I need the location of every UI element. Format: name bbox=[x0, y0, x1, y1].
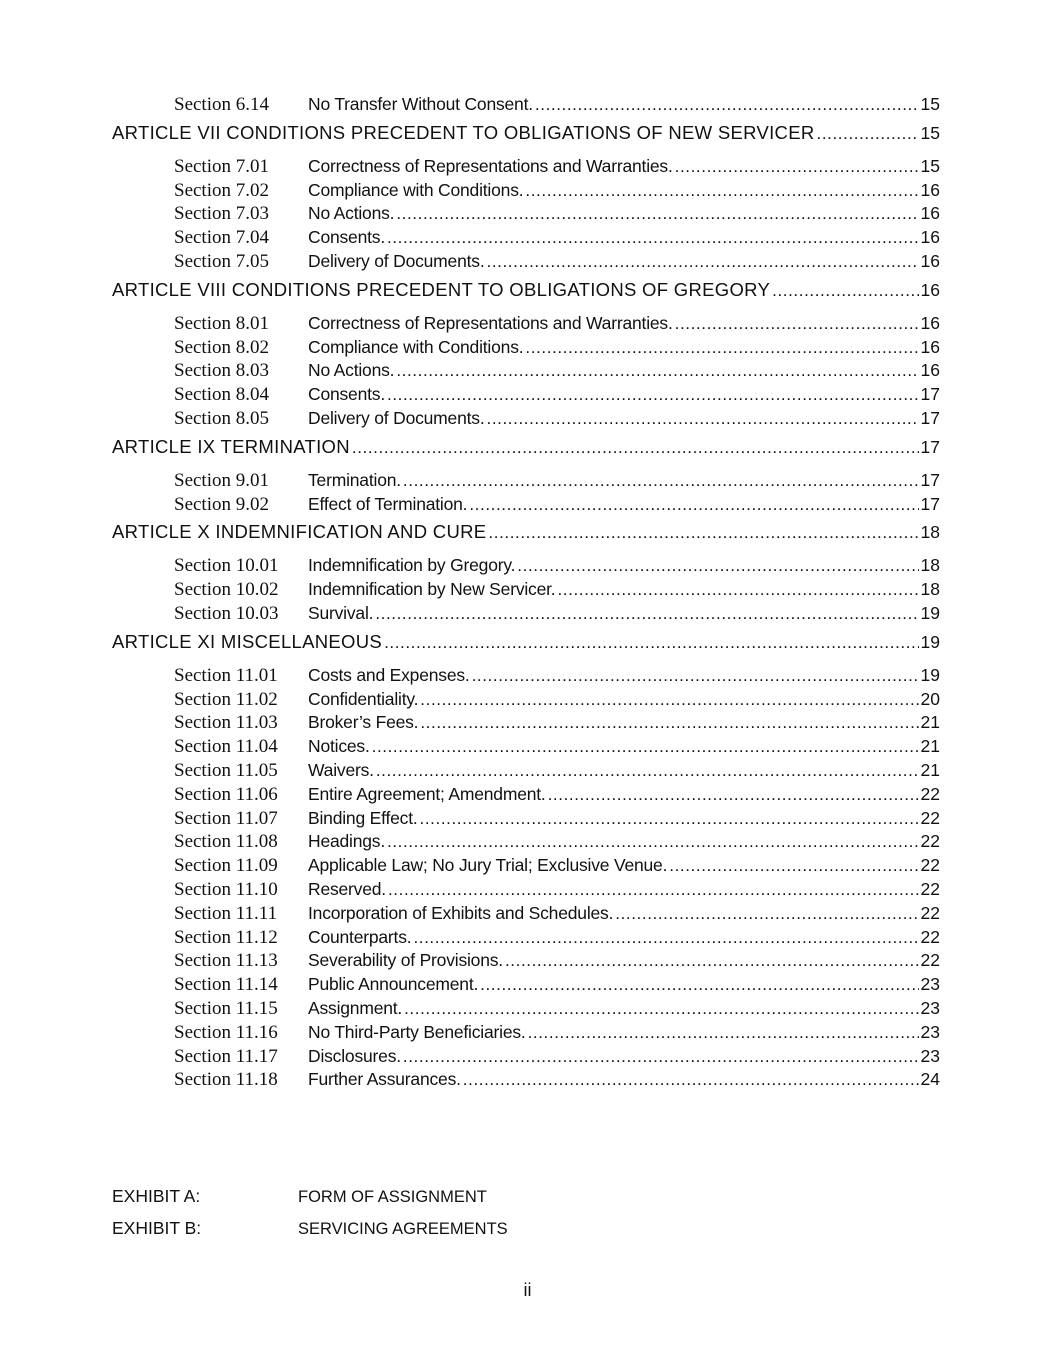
dot-leader bbox=[372, 737, 919, 757]
section-page-number: 18 bbox=[920, 555, 940, 576]
exhibit-row bbox=[112, 1218, 508, 1250]
section-number: Section 11.04 bbox=[174, 736, 278, 758]
section-number: Section 11.18 bbox=[174, 1069, 278, 1091]
toc-section-row bbox=[112, 94, 940, 118]
section-page-number: 23 bbox=[920, 1021, 940, 1042]
section-page-number: 16 bbox=[920, 336, 940, 357]
dot-leader bbox=[396, 361, 918, 381]
section-page-number: 16 bbox=[920, 250, 940, 271]
dot-leader bbox=[675, 157, 919, 177]
section-title: Entire Agreement; Amendment. bbox=[308, 783, 546, 804]
dot-leader bbox=[480, 975, 918, 995]
dot-leader bbox=[487, 409, 919, 429]
section-title: Survival. bbox=[308, 602, 374, 623]
section-number: Section 11.17 bbox=[174, 1045, 278, 1067]
section-number: Section 11.08 bbox=[174, 831, 278, 853]
section-title: Indemnification by Gregory. bbox=[308, 555, 516, 576]
article-title: ARTICLE X INDEMNIFICATION AND CURE bbox=[112, 521, 487, 543]
section-title: Effect of Termination. bbox=[308, 493, 468, 514]
toc-section-row bbox=[112, 579, 940, 603]
section-title: No Third-Party Beneficiaries. bbox=[308, 1021, 526, 1042]
section-page-number: 19 bbox=[920, 664, 940, 685]
dot-leader bbox=[403, 1047, 919, 1067]
toc-section-row bbox=[112, 712, 940, 736]
section-title: Severability of Provisions. bbox=[308, 950, 503, 971]
section-number: Section 8.02 bbox=[174, 336, 269, 358]
section-number: Section 11.01 bbox=[174, 664, 278, 686]
dot-leader bbox=[403, 471, 919, 491]
section-number: Section 10.03 bbox=[174, 602, 279, 624]
toc-section-row bbox=[112, 156, 940, 180]
toc-article-row bbox=[112, 275, 940, 313]
toc-section-row bbox=[112, 784, 940, 808]
toc-section-row bbox=[112, 470, 940, 494]
section-page-number: 16 bbox=[920, 203, 940, 224]
section-number: Section 11.14 bbox=[174, 974, 278, 996]
exhibit-label: EXHIBIT A: bbox=[112, 1186, 201, 1206]
dot-leader bbox=[469, 495, 918, 515]
dot-leader bbox=[817, 124, 919, 144]
toc-article-row bbox=[112, 517, 940, 555]
section-number: Section 10.02 bbox=[174, 579, 279, 601]
section-number: Section 8.01 bbox=[174, 312, 269, 334]
section-page-number: 22 bbox=[920, 950, 940, 971]
section-title: No Transfer Without Consent. bbox=[308, 94, 533, 114]
section-title: Broker’s Fees. bbox=[308, 712, 419, 733]
dot-leader bbox=[352, 438, 919, 458]
section-number: Section 8.05 bbox=[174, 407, 269, 429]
section-page-number: 24 bbox=[920, 1069, 940, 1090]
section-number: Section 9.02 bbox=[174, 493, 269, 515]
dot-leader bbox=[396, 204, 918, 224]
dot-leader bbox=[420, 713, 918, 733]
section-number: Section 7.02 bbox=[174, 179, 269, 201]
exhibit-row bbox=[112, 1186, 508, 1218]
section-number: Section 10.01 bbox=[174, 555, 279, 577]
section-number: Section 11.06 bbox=[174, 783, 278, 805]
section-number: Section 7.03 bbox=[174, 203, 269, 225]
section-page-number: 17 bbox=[920, 384, 940, 405]
dot-leader bbox=[525, 338, 918, 358]
section-page-number: 22 bbox=[920, 855, 940, 876]
section-number: Section 11.11 bbox=[174, 902, 278, 924]
article-page-number: 19 bbox=[920, 631, 940, 652]
exhibit-list bbox=[112, 1186, 508, 1250]
section-page-number: 16 bbox=[920, 227, 940, 248]
dot-leader bbox=[669, 856, 918, 876]
toc-section-row bbox=[112, 555, 940, 579]
section-title: Consents. bbox=[308, 384, 385, 405]
section-title: Compliance with Conditions. bbox=[308, 336, 524, 357]
toc-section-row bbox=[112, 180, 940, 204]
dot-leader bbox=[388, 880, 919, 900]
dot-leader bbox=[772, 281, 918, 301]
section-title: Reserved. bbox=[308, 878, 386, 899]
section-number: Section 11.05 bbox=[174, 759, 278, 781]
toc-section-row bbox=[112, 831, 940, 855]
section-page-number: 23 bbox=[920, 1045, 940, 1066]
article-title: ARTICLE XI MISCELLANEOUS bbox=[112, 630, 383, 652]
section-number: Section 8.03 bbox=[174, 360, 269, 382]
section-title: Waivers. bbox=[308, 759, 374, 780]
section-number: Section 6.14 bbox=[174, 94, 269, 115]
dot-leader bbox=[675, 314, 919, 334]
section-number: Section 11.12 bbox=[174, 926, 278, 948]
section-title: Counterparts. bbox=[308, 926, 412, 947]
section-title: Confidentiality. bbox=[308, 688, 419, 709]
toc-section-row bbox=[112, 879, 940, 903]
dot-leader bbox=[463, 1070, 919, 1090]
dot-leader bbox=[517, 556, 918, 576]
dot-leader bbox=[487, 252, 919, 272]
article-page-number: 15 bbox=[920, 122, 940, 143]
toc-section-row bbox=[112, 927, 940, 951]
toc-section-row bbox=[112, 313, 940, 337]
toc-section-row bbox=[112, 808, 940, 832]
section-page-number: 22 bbox=[920, 831, 940, 852]
article-page-number: 16 bbox=[920, 279, 940, 300]
dot-leader bbox=[488, 523, 918, 543]
section-page-number: 22 bbox=[920, 783, 940, 804]
dot-leader bbox=[557, 580, 918, 600]
section-number: Section 11.07 bbox=[174, 807, 278, 829]
section-title: Consents. bbox=[308, 227, 385, 248]
exhibit-title: FORM OF ASSIGNMENT bbox=[298, 1188, 487, 1206]
dot-leader bbox=[505, 951, 919, 971]
section-title: Assignment. bbox=[308, 997, 403, 1018]
article-title: ARTICLE VIII CONDITIONS PRECEDENT TO OBLIGATIONS OF GREGORY bbox=[112, 278, 771, 300]
article-title: ARTICLE VII CONDITIONS PRECEDENT TO OBLIGATIONS OF NEW SERVICER bbox=[112, 121, 815, 143]
article-page-number: 18 bbox=[920, 522, 940, 543]
dot-leader bbox=[528, 1023, 919, 1043]
dot-leader bbox=[375, 604, 918, 624]
section-page-number: 23 bbox=[920, 997, 940, 1018]
dot-leader bbox=[387, 228, 919, 248]
exhibit-title: SERVICING AGREEMENTS bbox=[298, 1220, 508, 1238]
section-number: Section 11.16 bbox=[174, 1021, 278, 1043]
toc-article-row bbox=[112, 432, 940, 470]
section-page-number: 15 bbox=[920, 155, 940, 176]
dot-leader bbox=[376, 761, 919, 781]
section-page-number: 21 bbox=[920, 759, 940, 780]
toc-section-row bbox=[112, 855, 940, 879]
toc-section-row bbox=[112, 1046, 940, 1070]
section-number: Section 11.02 bbox=[174, 688, 278, 710]
section-page-number: 22 bbox=[920, 926, 940, 947]
toc-section-row bbox=[112, 337, 940, 361]
section-number: Section 11.15 bbox=[174, 997, 278, 1019]
section-title: Further Assurances. bbox=[308, 1069, 461, 1090]
section-number: Section 11.09 bbox=[174, 855, 278, 877]
toc-section-row bbox=[112, 384, 940, 408]
section-number: Section 9.01 bbox=[174, 469, 269, 491]
dot-leader bbox=[420, 809, 919, 829]
toc-section-row bbox=[112, 665, 940, 689]
section-page-number: 16 bbox=[920, 179, 940, 200]
toc-article-row bbox=[112, 627, 940, 665]
section-number: Section 7.01 bbox=[174, 155, 269, 177]
toc-section-row bbox=[112, 603, 940, 627]
section-title: Headings. bbox=[308, 831, 386, 852]
toc-section-row bbox=[112, 360, 940, 384]
section-title: Delivery of Documents. bbox=[308, 407, 485, 428]
section-title: Correctness of Representations and Warranties. bbox=[308, 155, 673, 176]
section-page-number: 19 bbox=[920, 602, 940, 623]
section-title: Correctness of Representations and Warranties. bbox=[308, 312, 673, 333]
section-number: Section 8.04 bbox=[174, 384, 269, 406]
section-page-number: 23 bbox=[920, 974, 940, 995]
toc-section-row bbox=[112, 736, 940, 760]
section-title: Applicable Law; No Jury Trial; Exclusive Venue. bbox=[308, 855, 668, 876]
toc-section-row bbox=[112, 950, 940, 974]
section-title: Incorporation of Exhibits and Schedules. bbox=[308, 902, 614, 923]
section-page-number: 22 bbox=[920, 878, 940, 899]
section-page-number: 20 bbox=[920, 688, 940, 709]
section-page-number: 21 bbox=[920, 712, 940, 733]
section-title: Indemnification by New Servicer. bbox=[308, 579, 556, 600]
toc-section-row bbox=[112, 1069, 940, 1093]
toc-section-row bbox=[112, 251, 940, 275]
page-number: ii bbox=[523, 1280, 532, 1300]
toc-article-row bbox=[112, 118, 940, 156]
section-number: Section 7.05 bbox=[174, 250, 269, 272]
dot-leader bbox=[525, 181, 918, 201]
table-of-contents bbox=[112, 94, 940, 1093]
dot-leader bbox=[413, 928, 918, 948]
article-title: ARTICLE IX TERMINATION bbox=[112, 435, 350, 457]
section-title: Termination. bbox=[308, 469, 401, 490]
toc-section-row bbox=[112, 227, 940, 251]
section-page-number: 17 bbox=[920, 407, 940, 428]
dot-leader bbox=[535, 95, 919, 115]
toc-section-row bbox=[112, 408, 940, 432]
section-title: Compliance with Conditions. bbox=[308, 179, 524, 200]
toc-section-row bbox=[112, 998, 940, 1022]
dot-leader bbox=[387, 832, 919, 852]
section-number: Section 11.03 bbox=[174, 712, 278, 734]
section-title: No Actions. bbox=[308, 203, 395, 224]
section-title: Delivery of Documents. bbox=[308, 250, 485, 271]
section-title: Costs and Expenses. bbox=[308, 664, 470, 685]
dot-leader bbox=[384, 633, 918, 653]
toc-section-row bbox=[112, 689, 940, 713]
section-title: Disclosures. bbox=[308, 1045, 401, 1066]
section-title: Binding Effect. bbox=[308, 807, 418, 828]
section-number: Section 11.13 bbox=[174, 950, 278, 972]
section-number: Section 7.04 bbox=[174, 227, 269, 249]
dot-leader bbox=[404, 999, 918, 1019]
toc-section-row bbox=[112, 1022, 940, 1046]
section-page-number: 15 bbox=[920, 94, 940, 114]
dot-leader bbox=[420, 690, 918, 710]
dot-leader bbox=[472, 666, 919, 686]
section-title: No Actions. bbox=[308, 360, 395, 381]
section-title: Notices. bbox=[308, 736, 370, 757]
toc-section-row bbox=[112, 760, 940, 784]
toc-section-row bbox=[112, 974, 940, 998]
dot-leader bbox=[615, 904, 918, 924]
toc-section-row bbox=[112, 903, 940, 927]
dot-leader bbox=[387, 385, 919, 405]
section-title: Public Announcement. bbox=[308, 974, 479, 995]
section-page-number: 17 bbox=[920, 493, 940, 514]
section-page-number: 22 bbox=[920, 807, 940, 828]
section-page-number: 16 bbox=[920, 312, 940, 333]
section-page-number: 21 bbox=[920, 736, 940, 757]
toc-section-row bbox=[112, 494, 940, 518]
section-page-number: 17 bbox=[920, 469, 940, 490]
toc-section-row bbox=[112, 203, 940, 227]
section-number: Section 11.10 bbox=[174, 878, 278, 900]
dot-leader bbox=[548, 785, 919, 805]
section-page-number: 22 bbox=[920, 902, 940, 923]
section-page-number: 18 bbox=[920, 579, 940, 600]
exhibit-label: EXHIBIT B: bbox=[112, 1218, 202, 1238]
article-page-number: 17 bbox=[920, 436, 940, 457]
section-page-number: 16 bbox=[920, 360, 940, 381]
